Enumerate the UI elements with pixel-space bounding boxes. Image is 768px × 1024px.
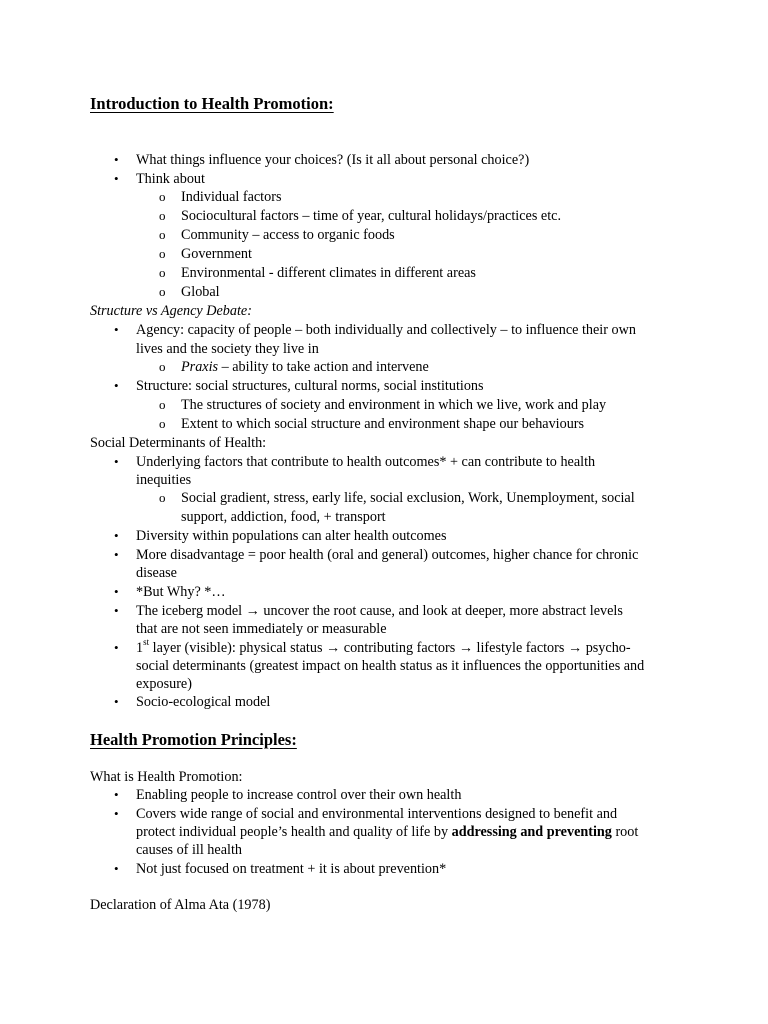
- sub-bullet-marker: o: [159, 227, 166, 242]
- subsection-title: Social Determinants of Health:: [90, 435, 267, 451]
- list-item-continuation: [136, 823, 638, 842]
- list-item-continuation: exposure): [136, 676, 192, 692]
- sub-list-item: Extent to which social structure and environment shape our behaviours: [181, 416, 585, 432]
- sub-list-item: Environmental - different climates in different areas: [181, 265, 476, 281]
- bullet-marker: •: [114, 171, 119, 186]
- bullet-marker: •: [114, 528, 119, 543]
- bullet-marker: •: [114, 378, 119, 393]
- bullet-marker: •: [114, 806, 119, 821]
- list-item-continuation: disease: [136, 565, 177, 581]
- arrow-right-icon: →: [326, 640, 341, 656]
- sub-list-item: Social gradient, stress, early life, social exclusion, Work, Unemployment, social: [181, 490, 635, 506]
- layer-text-c: lifestyle factors: [473, 640, 568, 656]
- layer-text-b: contributing factors: [340, 640, 459, 656]
- iceberg-text-b: uncover the root cause, and look at deeper, more abstract levels: [259, 603, 623, 619]
- list-item-continuation: social determinants (greatest impact on health status as it influences the opportunities and: [136, 658, 645, 674]
- sub-bullet-marker: o: [159, 490, 166, 505]
- arrow-right-icon: →: [567, 640, 583, 656]
- sub-list-item-continuation: support, addiction, food, + transport: [181, 509, 386, 525]
- arrow-right-icon: →: [458, 640, 473, 656]
- sub-list-item: Community – access to organic foods: [181, 227, 395, 243]
- layer-number: 1: [136, 640, 144, 656]
- iceberg-text-a: The iceberg model: [136, 603, 246, 619]
- bullet-marker: •: [114, 694, 119, 709]
- list-item: Structure: social structures, cultural norms, social institutions: [136, 378, 484, 394]
- bullet-marker: •: [114, 603, 119, 618]
- protect-text: protect individual people’s health and quality of life by: [136, 824, 452, 840]
- bullet-marker: •: [114, 322, 119, 337]
- list-item-continuation: that are not seen immediately or measurable: [136, 621, 387, 637]
- layer-text-a: layer (visible): physical status: [149, 640, 327, 656]
- list-item-continuation: inequities: [136, 472, 192, 488]
- list-item-continuation: causes of ill health: [136, 842, 242, 858]
- layer-text-d: psycho-: [582, 640, 631, 656]
- declaration-line: Declaration of Alma Ata (1978): [90, 897, 271, 913]
- section-heading-principles: Health Promotion Principles:: [90, 730, 297, 749]
- emphasis-text: addressing and preventing: [451, 824, 612, 840]
- list-item: Diversity within populations can alter health outcomes: [136, 528, 447, 544]
- bullet-marker: •: [114, 787, 119, 802]
- list-item: Covers wide range of social and environmental interventions designed to benefit and: [136, 806, 618, 822]
- list-item: [136, 639, 631, 658]
- bullet-marker: •: [114, 640, 119, 655]
- section-heading-intro: Introduction to Health Promotion:: [90, 94, 334, 113]
- list-item: More disadvantage = poor health (oral and general) outcomes, higher chance for chronic: [136, 547, 639, 563]
- bullet-marker: •: [114, 547, 119, 562]
- sub-bullet-marker: o: [159, 265, 166, 280]
- arrow-right-icon: →: [245, 603, 260, 619]
- bullet-marker: •: [114, 584, 119, 599]
- list-item: Agency: capacity of people – both individually and collectively – to influence their own: [136, 322, 636, 338]
- sub-bullet-marker: o: [159, 284, 166, 299]
- list-item-continuation: lives and the society they live in: [136, 341, 319, 357]
- subsection-title: Structure vs Agency Debate:: [90, 303, 252, 319]
- sub-bullet-marker: o: [159, 208, 166, 223]
- subsection-title: What is Health Promotion:: [90, 769, 243, 785]
- root-text: root: [611, 824, 639, 840]
- sub-list-item: Global: [181, 284, 220, 300]
- list-item: Underlying factors that contribute to health outcomes* + can contribute to health: [136, 454, 596, 470]
- list-item: What things influence your choices? (Is it all about personal choice?): [136, 152, 530, 168]
- sub-bullet-marker: o: [159, 397, 166, 412]
- sub-list-item: Sociocultural factors – time of year, cultural holidays/practices etc.: [181, 208, 561, 224]
- list-item: Think about: [136, 171, 205, 187]
- list-item: *But Why? *…: [136, 584, 226, 600]
- sub-bullet-marker: o: [159, 189, 166, 204]
- sub-bullet-marker: o: [159, 359, 166, 374]
- sub-bullet-marker: o: [159, 416, 166, 431]
- sub-list-item: Government: [181, 246, 252, 262]
- sub-bullet-marker: o: [159, 246, 166, 261]
- bullet-marker: •: [114, 454, 119, 469]
- list-item: Socio-ecological model: [136, 694, 271, 710]
- list-item: Enabling people to increase control over their own health: [136, 787, 462, 803]
- sub-list-item: The structures of society and environment in which we live, work and play: [181, 397, 607, 413]
- list-item: Not just focused on treatment + it is about prevention*: [136, 861, 447, 877]
- sub-list-item: Individual factors: [181, 189, 282, 205]
- praxis-definition: – ability to take action and intervene: [218, 359, 429, 375]
- list-item: [136, 602, 623, 621]
- bullet-marker: •: [114, 861, 119, 876]
- sub-list-item: [181, 358, 429, 377]
- bullet-marker: •: [114, 152, 119, 167]
- layer-ordinal-suffix: st: [143, 637, 150, 648]
- praxis-term: Praxis: [181, 359, 219, 375]
